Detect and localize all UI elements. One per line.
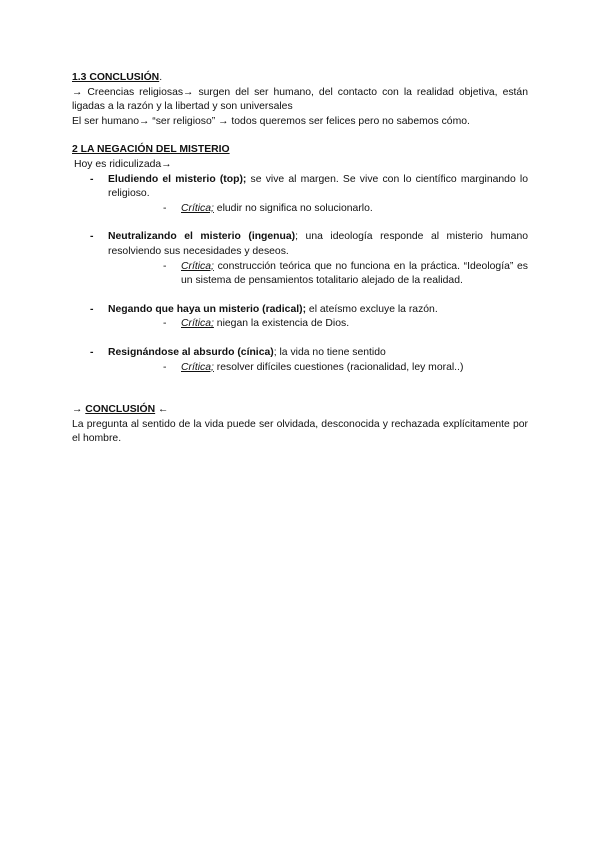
critica-dash: - bbox=[163, 260, 167, 272]
bullet-dash: - bbox=[90, 303, 94, 315]
critica-dash: - bbox=[163, 318, 167, 330]
section-2-heading: 2 LA NEGACIÓN DEL MISTERIO bbox=[72, 144, 230, 156]
bullet-item-2 bbox=[72, 230, 528, 259]
bullet-item-1 bbox=[72, 173, 528, 202]
document-body bbox=[72, 71, 528, 447]
arrow-left-icon: ← bbox=[155, 404, 169, 416]
bullet-title: Eludiendo el misterio (top); bbox=[108, 173, 247, 185]
critica-item-2 bbox=[72, 260, 528, 289]
bullet-title: Resignándose al absurdo (cínica) bbox=[108, 346, 274, 358]
bullet-text: el ateísmo excluye la razón. bbox=[306, 303, 438, 315]
critica-item-1 bbox=[72, 202, 528, 217]
critica-dash: - bbox=[163, 361, 167, 373]
bullet-title: Negando que haya un misterio (radical); bbox=[108, 303, 307, 315]
critica-label: Crítica; bbox=[181, 361, 214, 373]
critica-dash: - bbox=[163, 202, 167, 214]
critica-item-4 bbox=[72, 361, 528, 376]
bullet-item-3 bbox=[72, 303, 528, 318]
bullet-title: Neutralizando el misterio (ingenua) bbox=[108, 231, 296, 243]
conclusion-heading-line bbox=[72, 403, 528, 418]
bullet-dash: - bbox=[90, 346, 94, 358]
bullet-dash: - bbox=[90, 173, 94, 185]
critica-text: eludir no significa no solucionarlo. bbox=[213, 202, 373, 214]
arrow-right-icon: → bbox=[72, 404, 86, 416]
section-2-intro: Hoy es ridiculizada→ bbox=[74, 158, 172, 170]
critica-label: Crítica; bbox=[181, 318, 214, 330]
conclusion-text: La pregunta al sentido de la vida puede ser olvidada, desconocida y rechazada explícitamente por el hombre. bbox=[72, 418, 528, 445]
section-1-heading: 1.3 CONCLUSIÓN bbox=[72, 72, 160, 83]
critica-text: construcción teórica que no funciona en la práctica. “Ideología” es un sistema de pensamientos totalitario alejado de la realidad. bbox=[181, 260, 528, 287]
section-1-line-2: El ser humano→ “ser religioso” → todos queremos ser felices pero no sabemos cómo. bbox=[72, 115, 470, 127]
critica-label: Crítica; bbox=[181, 202, 214, 214]
critica-item-3 bbox=[72, 317, 528, 332]
critica-label: Crítica; bbox=[181, 260, 214, 272]
critica-text: resolver difíciles cuestiones (racionalidad, ley moral..) bbox=[213, 361, 464, 373]
bullet-text: se vive al margen. Se vive con lo científico marginando lo religioso. bbox=[108, 173, 528, 200]
conclusion-heading: CONCLUSIÓN bbox=[85, 404, 156, 416]
bullet-text: ; una ideología responde al misterio humano resolviendo sus necesidades y deseos. bbox=[108, 231, 529, 257]
section-1-heading-suffix: . bbox=[159, 72, 163, 83]
section-1-heading-line bbox=[72, 71, 528, 86]
section-1-line-1: → Creencias religiosas→ surgen del ser humano, del contacto con la realidad objetiva, están ligadas a la razón y la libertad y son universales bbox=[72, 86, 528, 113]
bullet-item-4 bbox=[72, 346, 528, 361]
bullet-text: ; la vida no tiene sentido bbox=[273, 346, 386, 358]
bullet-dash: - bbox=[90, 231, 94, 243]
critica-text: niegan la existencia de Dios. bbox=[213, 318, 350, 330]
